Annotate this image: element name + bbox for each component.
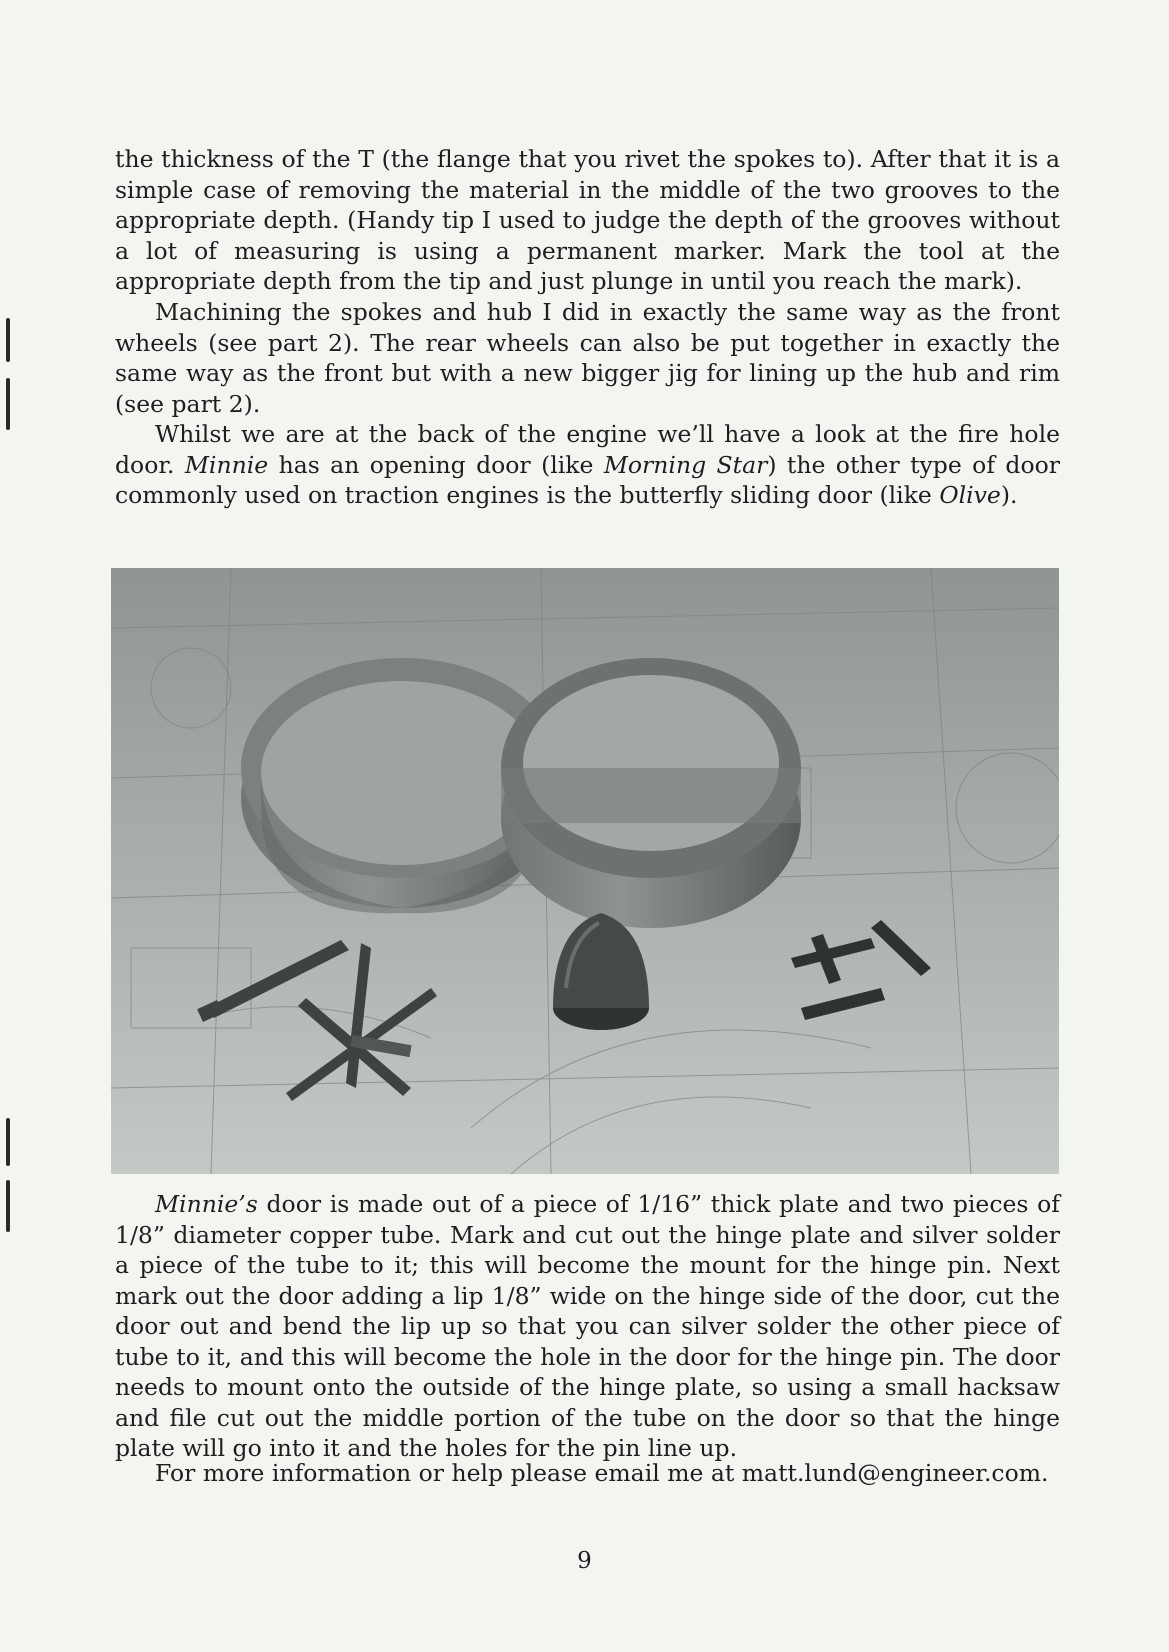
paragraph-5: For more information or help please email me at matt.lund@engineer.com.: [155, 1459, 1049, 1487]
paragraph-1: the thickness of the T (the flange that you rivet the spokes to). After that it is a simple case of removing the material in the middle of the two grooves to the appropriate depth. (Handy tip I used to judge the depth of the grooves without a lot of measuring is using a permanent marker. Mark the tool at the appropriate depth from the tip and just plunge in until you reach the mark).: [115, 145, 1060, 295]
engine-name-minnie: Minnie: [184, 450, 269, 479]
workshop-photo: [111, 568, 1059, 1174]
binding-mark: [6, 1180, 10, 1232]
paragraph-4: Minnie’s door is made out of a piece of 1/16” thick plate and two pieces of 1/8” diameter copper tube. Mark and cut out the hinge plate and silver solder a piece of the tube to it; this will become the mount for the hinge pin. Next mark out the door adding a lip 1/8” wide on the hinge side of the door, cut the door out and bend the lip up so that you can silver solder the other piece of tube to it, and this will become the hole in the door for the hinge pin. The door needs to mount onto the outside of the hinge plate, so using a small hacksaw and file cut out the middle portion of the tube on the door so that the hinge plate will go into it and the holes for the pin line up.: [115, 1190, 1060, 1462]
page-number: 9: [577, 1548, 592, 1574]
binding-mark: [6, 1118, 10, 1166]
binding-mark: [6, 318, 10, 362]
rim-ring-right: [501, 658, 801, 928]
engine-name-morning-star: Morning Star: [603, 450, 768, 479]
binding-mark: [6, 378, 10, 430]
paragraph-2: Machining the spokes and hub I did in exactly the same way as the front wheels (see part 2). The rear wheels can also be put together in exactly the same way as the front but with a new bigger jig for lining up the hub and rim (see part 2).: [115, 298, 1060, 418]
engine-name-minnies: Minnie’s: [155, 1190, 258, 1218]
engine-name-olive: Olive: [939, 481, 1001, 509]
paragraph-3: Whilst we are at the back of the engine we’ll have a look at the fire hole door. Minnie has an opening door (like Morning Star) the other type of door commonly used on traction engines is the butterfly sliding door (like Olive).: [115, 420, 1061, 509]
